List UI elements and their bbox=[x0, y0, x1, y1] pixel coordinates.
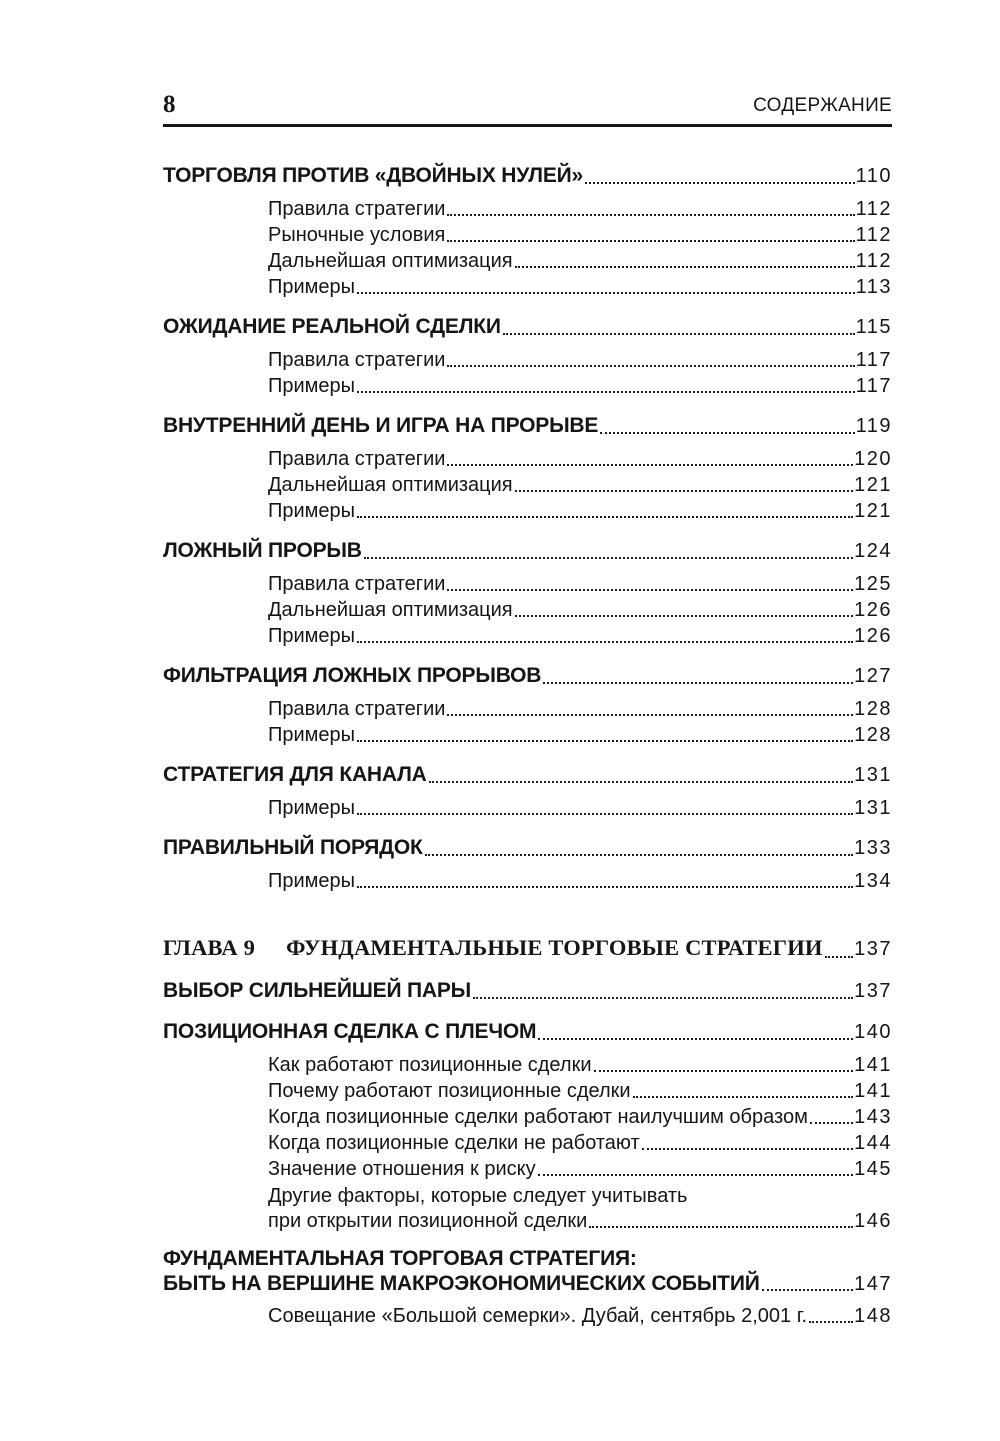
toc-sub-entry bbox=[163, 1052, 892, 1078]
toc-entry-page-number: 117 bbox=[855, 349, 892, 371]
dot-leader bbox=[825, 956, 853, 958]
toc-entry-label: ЛОЖНЫЙ ПРОРЫВ bbox=[163, 539, 362, 562]
toc-entry-page-number: 128 bbox=[854, 724, 892, 746]
toc-entry-page-number: 147 bbox=[854, 1273, 892, 1295]
toc-entry-row bbox=[163, 347, 892, 373]
toc-entry-row bbox=[163, 472, 892, 498]
toc-entry-page-number: 124 bbox=[854, 540, 892, 562]
dot-leader bbox=[762, 1289, 854, 1291]
toc-sub-entry bbox=[163, 472, 892, 498]
toc-entry-row bbox=[163, 537, 892, 565]
toc-entry-label: ПОЗИЦИОННАЯ СДЕЛКА С ПЛЕЧОМ bbox=[163, 1020, 537, 1043]
toc-heading-entry bbox=[163, 977, 892, 1005]
chapter-number-label: ГЛАВА 9 bbox=[163, 935, 256, 960]
toc-entry-row bbox=[163, 1271, 892, 1297]
toc-entry-page-number: 133 bbox=[854, 837, 892, 859]
dot-leader bbox=[425, 854, 853, 856]
dot-leader bbox=[357, 391, 855, 393]
toc-entry-label: Примеры bbox=[268, 375, 356, 397]
toc-sub-entry bbox=[163, 696, 892, 722]
toc-sub-entry bbox=[163, 222, 892, 248]
toc-entry-page-number: 143 bbox=[854, 1106, 892, 1128]
toc-entry-label: ВЫБОР СИЛЬНЕЙШЕЙ ПАРЫ bbox=[163, 979, 472, 1002]
toc-entry-label: Совещание «Большой семерки». Дубай, сентябрь 2,001 г. bbox=[268, 1305, 808, 1327]
toc-heading-entry bbox=[163, 662, 892, 690]
toc-entry-page-number: 125 bbox=[854, 573, 892, 595]
toc-entry-label: при открытии позиционной сделки bbox=[268, 1210, 588, 1232]
dot-leader bbox=[589, 1226, 853, 1228]
toc-entry-row bbox=[163, 313, 892, 341]
toc-entry-label: Примеры bbox=[268, 500, 356, 522]
toc-entry-row bbox=[163, 1078, 892, 1104]
toc-entry-label: Правила стратегии bbox=[268, 573, 446, 595]
toc-entry-page-number: 148 bbox=[854, 1305, 892, 1327]
toc-entry-label: Дальнейшая оптимизация bbox=[268, 250, 513, 272]
toc-entry-label: Правила стратегии bbox=[268, 198, 446, 220]
toc-sub-entry bbox=[163, 347, 892, 373]
toc-entry-label: ОЖИДАНИЕ РЕАЛЬНОЙ СДЕЛКИ bbox=[163, 315, 501, 338]
toc-entry-page-number: 141 bbox=[854, 1080, 892, 1102]
toc-entry-row bbox=[163, 933, 892, 964]
toc-sub-entry bbox=[163, 868, 892, 894]
toc-heading-entry bbox=[163, 313, 892, 341]
dot-leader bbox=[809, 1321, 853, 1323]
toc-heading-entry bbox=[163, 761, 892, 789]
toc-entry-label: Примеры bbox=[268, 870, 356, 892]
toc-entry-row bbox=[163, 977, 892, 1005]
toc-entry-row bbox=[163, 1104, 892, 1130]
toc-entry-page-number: 117 bbox=[855, 375, 892, 397]
dot-leader bbox=[543, 682, 853, 684]
toc-entry-label: Примеры bbox=[268, 797, 356, 819]
toc-sub-entry bbox=[163, 274, 892, 300]
dot-leader bbox=[357, 740, 853, 742]
toc-sub-entry bbox=[163, 1156, 892, 1182]
toc-sub-entry bbox=[163, 1104, 892, 1130]
dot-leader bbox=[447, 589, 853, 591]
running-head bbox=[163, 92, 892, 127]
toc-entry-row bbox=[163, 1156, 892, 1182]
toc-heading-entry bbox=[163, 412, 892, 440]
dot-leader bbox=[503, 333, 855, 335]
toc-entry-page-number: 112 bbox=[855, 198, 892, 220]
toc-entry-page-number: 126 bbox=[854, 625, 892, 647]
toc-entry-label: ТОРГОВЛЯ ПРОТИВ «ДВОЙНЫХ НУЛЕЙ» bbox=[163, 164, 584, 187]
toc-entry-row bbox=[163, 795, 892, 821]
dot-leader bbox=[357, 292, 855, 294]
dot-leader bbox=[357, 641, 853, 643]
dot-leader bbox=[538, 1038, 853, 1040]
toc-entry-first-line: ФУНДАМЕНТАЛЬНАЯ ТОРГОВАЯ СТРАТЕГИЯ: bbox=[163, 1247, 637, 1270]
toc-entry-page-number: 127 bbox=[854, 665, 892, 687]
toc-entry-row bbox=[163, 222, 892, 248]
toc-entry-label: Когда позиционные сделки работают наилучшим образом bbox=[268, 1106, 808, 1128]
toc-chapter-entry bbox=[163, 933, 892, 964]
toc-entry-page-number: 131 bbox=[854, 764, 892, 786]
toc-entry-row bbox=[163, 412, 892, 440]
dot-leader bbox=[538, 1174, 854, 1176]
toc-entry-page-number: 146 bbox=[854, 1210, 892, 1232]
toc-entry-page-number: 113 bbox=[855, 276, 892, 298]
toc-sub-entry bbox=[163, 1130, 892, 1156]
toc-sub-entry bbox=[163, 446, 892, 472]
toc-sub-entry bbox=[163, 1184, 892, 1234]
toc-entry-label: Почему работают позиционные сделки bbox=[268, 1080, 631, 1102]
toc-entry-row bbox=[163, 1130, 892, 1156]
toc-entry-row bbox=[163, 196, 892, 222]
toc-entry-page-number: 145 bbox=[854, 1158, 892, 1180]
toc-entry-label: Примеры bbox=[268, 276, 356, 298]
dot-leader bbox=[515, 490, 854, 492]
dot-leader bbox=[447, 464, 853, 466]
toc-entry-row bbox=[163, 1209, 892, 1234]
toc-entry-page-number: 110 bbox=[855, 165, 892, 187]
toc-entry-label: Примеры bbox=[268, 724, 356, 746]
toc-sub-entry bbox=[163, 1303, 892, 1329]
page-content bbox=[163, 92, 892, 1329]
toc-entry-label: СТРАТЕГИЯ ДЛЯ КАНАЛА bbox=[163, 763, 427, 786]
toc-entry-label: Когда позиционные сделки не работают bbox=[268, 1132, 640, 1154]
dot-leader bbox=[633, 1096, 854, 1098]
page-number: 8 bbox=[163, 91, 176, 118]
dot-leader bbox=[447, 214, 854, 216]
toc-entry-page-number: 140 bbox=[854, 1021, 892, 1043]
toc-entry-row bbox=[163, 498, 892, 524]
dot-leader bbox=[600, 432, 854, 434]
toc-sub-entry bbox=[163, 196, 892, 222]
toc-entry-page-number: 121 bbox=[854, 474, 892, 496]
dot-leader bbox=[515, 615, 854, 617]
toc-list bbox=[163, 127, 892, 1329]
toc-entry-label: ФИЛЬТРАЦИЯ ЛОЖНЫХ ПРОРЫВОВ bbox=[163, 664, 542, 687]
toc-sub-entry bbox=[163, 722, 892, 748]
toc-entry-page-number: 141 bbox=[854, 1054, 892, 1076]
toc-entry-label: Примеры bbox=[268, 625, 356, 647]
dot-leader bbox=[429, 781, 854, 783]
toc-sub-entry bbox=[163, 1078, 892, 1104]
toc-entry-row bbox=[163, 1052, 892, 1078]
dot-leader bbox=[357, 886, 853, 888]
toc-entry-page-number: 137 bbox=[854, 980, 892, 1002]
toc-entry-label: Рыночные условия bbox=[268, 224, 446, 246]
toc-entry-label: Значение отношения к риску bbox=[268, 1158, 536, 1180]
toc-sub-entry bbox=[163, 597, 892, 623]
toc-entry-label: Правила стратегии bbox=[268, 349, 446, 371]
toc-entry-page-number: 126 bbox=[854, 599, 892, 621]
toc-sub-entry bbox=[163, 795, 892, 821]
toc-entry-page-number: 112 bbox=[855, 224, 892, 246]
toc-entry-page-number: 119 bbox=[855, 415, 892, 437]
toc-entry-row bbox=[163, 446, 892, 472]
toc-sub-entry bbox=[163, 498, 892, 524]
dot-leader bbox=[810, 1122, 853, 1124]
toc-entry-row bbox=[163, 373, 892, 399]
toc-heading-entry bbox=[163, 834, 892, 862]
toc-heading-entry bbox=[163, 162, 892, 190]
toc-heading-entry bbox=[163, 1247, 892, 1297]
dot-leader bbox=[515, 266, 855, 268]
toc-entry-label: Дальнейшая оптимизация bbox=[268, 474, 513, 496]
toc-entry-label: ПРАВИЛЬНЫЙ ПОРЯДОК bbox=[163, 836, 423, 859]
toc-entry-row bbox=[163, 868, 892, 894]
toc-entry-page-number: 128 bbox=[854, 698, 892, 720]
toc-heading-entry bbox=[163, 1018, 892, 1046]
toc-entry-row bbox=[163, 696, 892, 722]
toc-entry-row bbox=[163, 834, 892, 862]
dot-leader bbox=[447, 240, 854, 242]
dot-leader bbox=[357, 813, 853, 815]
toc-entry-page-number: 144 bbox=[854, 1132, 892, 1154]
toc-entry-label: БЫТЬ НА ВЕРШИНЕ МАКРОЭКОНОМИЧЕСКИХ СОБЫТИЙ bbox=[163, 1272, 760, 1295]
toc-heading-entry bbox=[163, 537, 892, 565]
toc-entry-first-line: Другие факторы, которые следует учитывать bbox=[268, 1185, 688, 1207]
toc-entry-row bbox=[163, 761, 892, 789]
toc-sub-entry bbox=[163, 623, 892, 649]
toc-entry-page-number: 131 bbox=[854, 797, 892, 819]
toc-entry-label: Правила стратегии bbox=[268, 448, 446, 470]
dot-leader bbox=[357, 516, 853, 518]
toc-entry-label: Как работают позиционные сделки bbox=[268, 1054, 592, 1076]
toc-entry-row bbox=[163, 1018, 892, 1046]
toc-entry-row bbox=[163, 722, 892, 748]
toc-entry-row bbox=[163, 623, 892, 649]
toc-entry-page-number: 134 bbox=[854, 870, 892, 892]
toc-entry-row bbox=[163, 571, 892, 597]
dot-leader bbox=[585, 182, 855, 184]
dot-leader bbox=[642, 1148, 853, 1150]
toc-entry-page-number: 121 bbox=[854, 500, 892, 522]
toc-sub-entry bbox=[163, 248, 892, 274]
toc-entry-page-number: 112 bbox=[855, 250, 892, 272]
toc-entry-row bbox=[163, 248, 892, 274]
toc-entry-page-number: 137 bbox=[854, 938, 892, 960]
toc-entry-label: Дальнейшая оптимизация bbox=[268, 599, 513, 621]
toc-entry-row bbox=[163, 274, 892, 300]
toc-sub-entry bbox=[163, 373, 892, 399]
dot-leader bbox=[447, 714, 853, 716]
dot-leader bbox=[594, 1070, 854, 1072]
toc-entry-label: ВНУТРЕННИЙ ДЕНЬ И ИГРА НА ПРОРЫВЕ bbox=[163, 414, 599, 437]
running-title: СОДЕРЖАНИЕ bbox=[753, 95, 892, 116]
toc-sub-entry bbox=[163, 571, 892, 597]
toc-entry-label: ФУНДАМЕНТАЛЬНЫЕ ТОРГОВЫЕ СТРАТЕГИИ bbox=[286, 935, 823, 960]
dot-leader bbox=[447, 365, 854, 367]
toc-entry-row bbox=[163, 162, 892, 190]
toc-entry-row bbox=[163, 662, 892, 690]
dot-leader bbox=[473, 997, 853, 999]
dot-leader bbox=[364, 557, 853, 559]
toc-entry-row bbox=[163, 597, 892, 623]
toc-entry-row bbox=[163, 1303, 892, 1329]
toc-entry-label: Правила стратегии bbox=[268, 698, 446, 720]
toc-entry-page-number: 115 bbox=[855, 316, 892, 338]
toc-entry-page-number: 120 bbox=[854, 448, 892, 470]
